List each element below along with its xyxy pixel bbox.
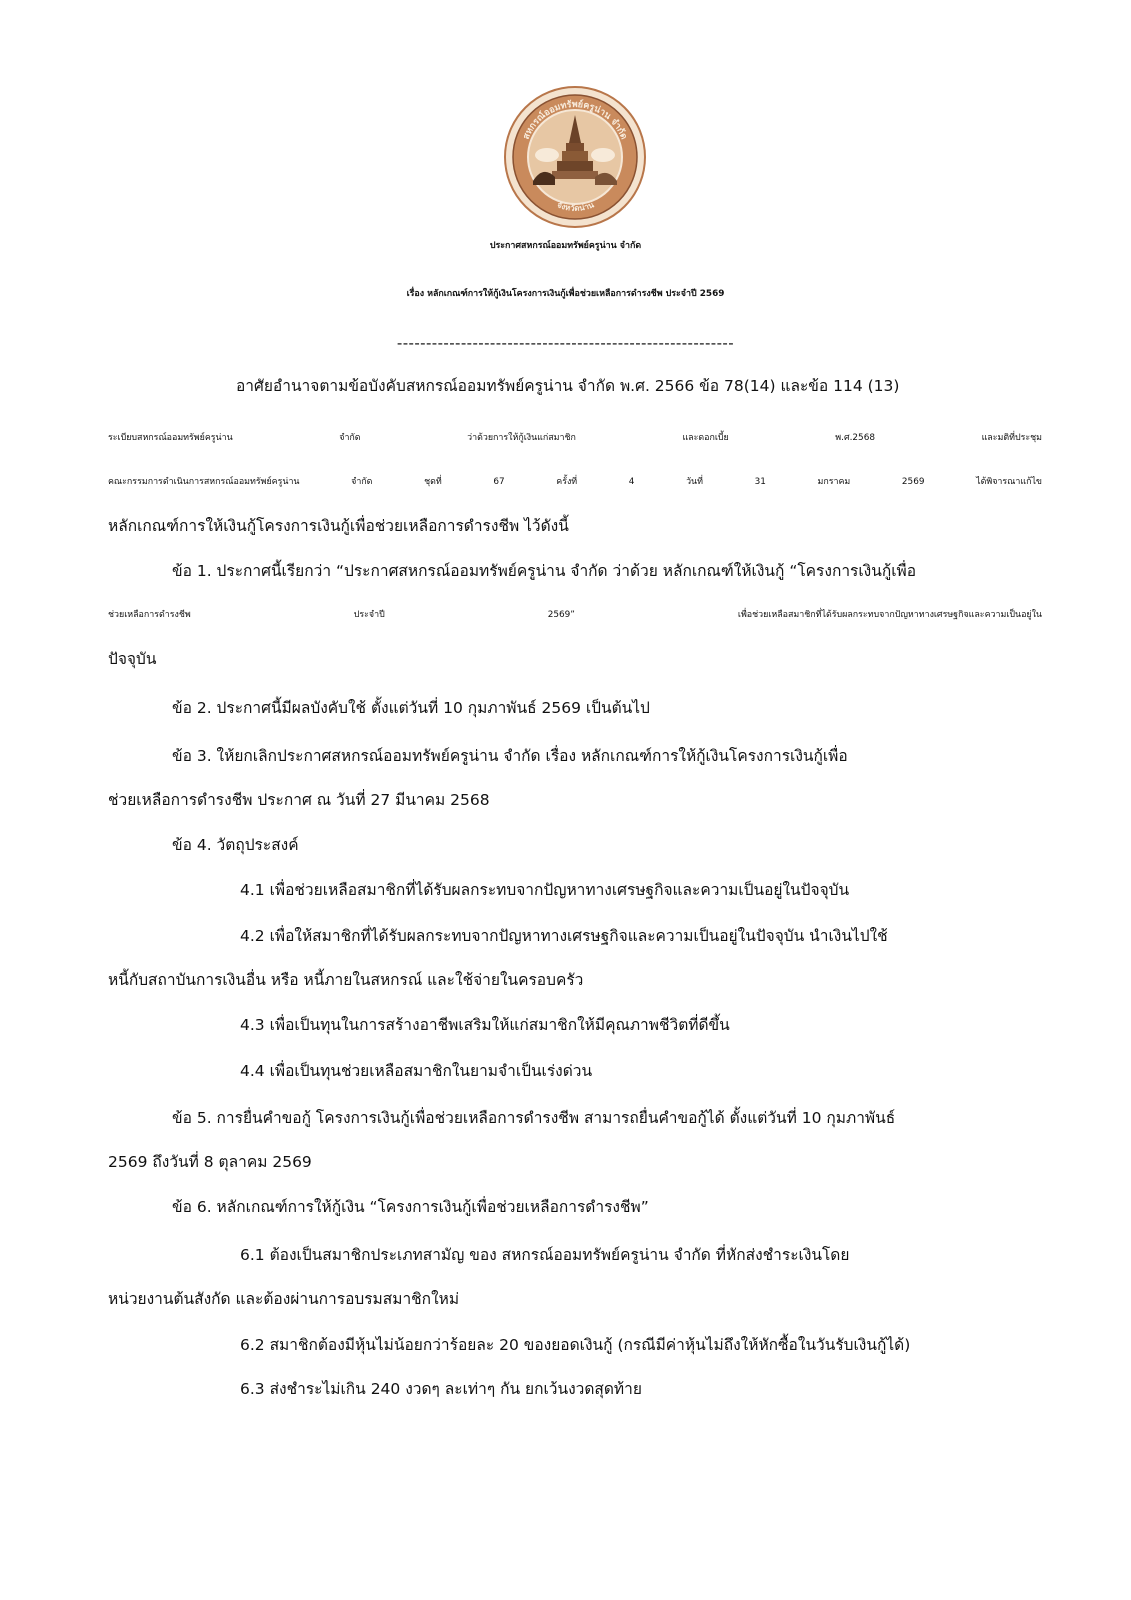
- clause-6-1-line-2: หน่วยงานต้นสังกัด และต้องผ่านการอบรมสมาชิกใหม่: [108, 1290, 460, 1308]
- clause-4-2-line-1: 4.2 เพื่อให้สมาชิกที่ได้รับผลกระทบจากปัญหาทางเศรษฐกิจและความเป็นอยู่ในปัจจุบัน นำเงินไปใช้: [240, 927, 888, 945]
- cooperative-seal-logo: [503, 85, 648, 230]
- preamble-line-2: ระเบียบสหกรณ์ออมทรัพย์ครูน่าน จำกัด ว่าด้วยการให้กู้เงินแก่สมาชิก และดอกเบี้ย พ.ศ.2568 และมติที่ประชุม: [108, 433, 1042, 443]
- header-divider: ----------------------------------------------------------: [396, 334, 735, 352]
- clause-6-heading: ข้อ 6. หลักเกณฑ์การให้กู้เงิน “โครงการเงินกู้เพื่อช่วยเหลือการดำรงชีพ”: [172, 1198, 649, 1216]
- clause-4-4: 4.4 เพื่อเป็นทุนช่วยเหลือสมาชิกในยามจำเป็นเร่งด่วน: [240, 1062, 593, 1080]
- clause-5-line-1: ข้อ 5. การยื่นคำขอกู้ โครงการเงินกู้เพื่อช่วยเหลือการดำรงชีพ สามารถยื่นคำขอกู้ได้ ตั้งแต่วันที่ 10 กุมภาพันธ์: [172, 1109, 896, 1127]
- clause-5-line-2: 2569 ถึงวันที่ 8 ตุลาคม 2569: [108, 1153, 312, 1171]
- clause-3-line-2: ช่วยเหลือการดำรงชีพ ประกาศ ณ วันที่ 27 มีนาคม 2568: [108, 791, 490, 809]
- clause-4-heading: ข้อ 4. วัตถุประสงค์: [172, 836, 299, 854]
- clause-6-3: 6.3 ส่งชำระไม่เกิน 240 งวดๆ ละเท่าๆ กัน ยกเว้นงวดสุดท้าย: [240, 1380, 642, 1398]
- seal-top-text: สหกรณ์ออมทรัพย์ครูน่าน จำกัด: [521, 99, 629, 142]
- clause-1-line-3: ปัจจุบัน: [108, 650, 157, 668]
- announcement-subject: เรื่อง หลักเกณฑ์การให้กู้เงินโครงการเงินกู้เพื่อช่วยเหลือการดำรงชีพ ประจำปี 2569: [406, 289, 725, 299]
- preamble-line-3: คณะกรรมการดำเนินการสหกรณ์ออมทรัพย์ครูน่าน จำกัด ชุดที่ 67 ครั้งที่ 4 วันที่ 31 มกราคม 2569 ได้พิจารณาแก้ไข: [108, 477, 1042, 487]
- announcement-title: ประกาศสหกรณ์ออมทรัพย์ครูน่าน จำกัด: [489, 241, 642, 251]
- clause-1-line-1: ข้อ 1. ประกาศนี้เรียกว่า “ประกาศสหกรณ์ออมทรัพย์ครูน่าน จำกัด ว่าด้วย หลักเกณฑ์ให้เงินกู้ “โครงการเงินกู้เพื่อ: [172, 562, 917, 580]
- clause-4-2-line-2: หนี้กับสถาบันการเงินอื่น หรือ หนี้ภายในสหกรณ์ และใช้จ่ายในครอบครัว: [108, 971, 584, 989]
- seal-graphic: [503, 85, 648, 230]
- clause-6-2: 6.2 สมาชิกต้องมีหุ้นไม่น้อยกว่าร้อยละ 20 ของยอดเงินกู้ (กรณีมีค่าหุ้นไม่ถึงให้หักซื้อในวันรับเงินกู้ได้): [240, 1336, 911, 1354]
- clause-1-line-2: ช่วยเหลือการดำรงชีพ ประจำปี 2569” เพื่อช่วยเหลือสมาชิกที่ได้รับผลกระทบจากปัญหาทางเศรษฐกิจและความเป็นอยู่ใน: [108, 610, 1042, 620]
- clause-4-1: 4.1 เพื่อช่วยเหลือสมาชิกที่ได้รับผลกระทบจากปัญหาทางเศรษฐกิจและความเป็นอยู่ในปัจจุบัน: [240, 881, 850, 899]
- clause-2: ข้อ 2. ประกาศนี้มีผลบังคับใช้ ตั้งแต่วันที่ 10 กุมภาพันธ์ 2569 เป็นต้นไป: [172, 699, 650, 717]
- clause-4-3: 4.3 เพื่อเป็นทุนในการสร้างอาชีพเสริมให้แก่สมาชิกให้มีคุณภาพชีวิตที่ดีขึ้น: [240, 1016, 730, 1034]
- clause-6-1-line-1: 6.1 ต้องเป็นสมาชิกประเภทสามัญ ของ สหกรณ์ออมทรัพย์ครูน่าน จำกัด ที่หักส่งชำระเงินโดย: [240, 1246, 850, 1264]
- preamble-line-1: อาศัยอำนาจตามข้อบังคับสหกรณ์ออมทรัพย์ครูน่าน จำกัด พ.ศ. 2566 ข้อ 78(14) และข้อ 114 (13): [236, 377, 900, 395]
- preamble-line-4: หลักเกณฑ์การให้เงินกู้โครงการเงินกู้เพื่อช่วยเหลือการดำรงชีพ ไว้ดังนี้: [108, 517, 569, 535]
- seal-bottom-text: จังหวัดน่าน: [555, 200, 596, 213]
- clause-3-line-1: ข้อ 3. ให้ยกเลิกประกาศสหกรณ์ออมทรัพย์ครูน่าน จำกัด เรื่อง หลักเกณฑ์การให้กู้เงินโครงการเงินกู้เพื่อ: [172, 747, 848, 765]
